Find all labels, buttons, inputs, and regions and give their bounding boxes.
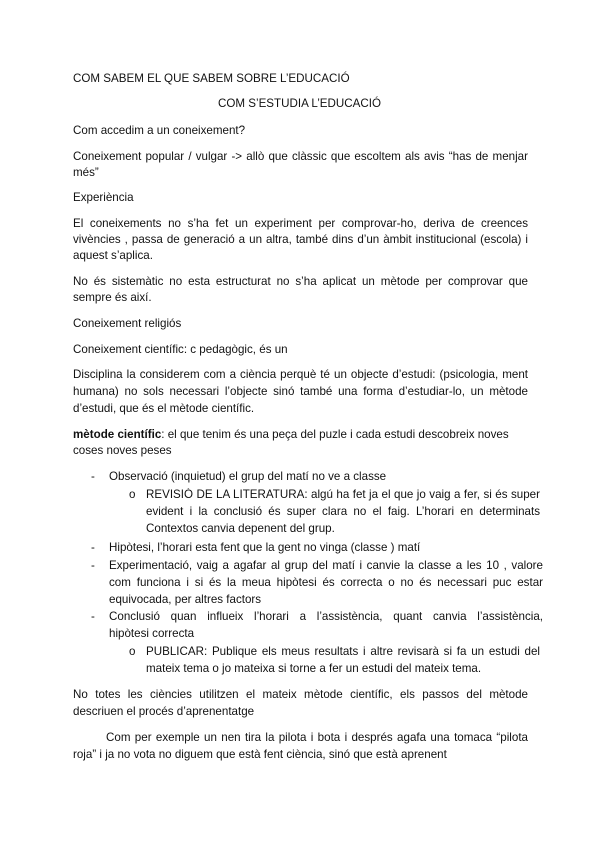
paragraph-cientific: Coneixement científic: c pedagògic, és un	[73, 343, 288, 356]
paragraph-experiencia-line2: vivències , passa de generació a un altra, també dins d’un àmbit institucional (escola) i	[73, 233, 528, 246]
paragraph-exemple-line2: roja” i ja no vota no diguem que està fent ciència, sinó que està aprenent	[73, 748, 447, 761]
document-title: COM SABEM EL QUE SABEM SOBRE L’EDUCACIÓ	[73, 72, 350, 85]
list-item-1-sub-line2: evident i la conclusió és super clara no el faig. L’horari en determinats	[146, 505, 540, 518]
document-subtitle: COM S’ESTUDIA L’EDUCACIÓ	[218, 97, 381, 110]
list-item-3-line3: equivocada, per altres factors	[109, 593, 262, 606]
list-item-1-sub-line3: Contextos canvia depenent del grup.	[146, 522, 335, 535]
paragraph-totes-line2: descriuen el procés d’aprenentatge	[73, 705, 255, 718]
list-item-2: Hipòtesi, l’horari esta fent que la gent no vinga (classe ) matí	[109, 541, 421, 554]
paragraph-experiencia-line3: aquest s’aplica.	[73, 249, 153, 262]
list-item-4-line2: hipòtesi correcta	[109, 627, 195, 640]
paragraph-sistematic-line1: No és sistemàtic no esta estructurat no s’ha aplicat un mètode per comprovar que	[73, 275, 528, 288]
list-item-4-sub-line1: PUBLICAR: Publique els meus resultats i altre revisarà si fa un estudi del	[146, 645, 540, 658]
paragraph-disciplina-line2: humana) no sols necessari l’objecte sinó també una forma d’estudiar-lo, un mètode	[73, 385, 528, 398]
list-dash-3: -	[91, 559, 95, 572]
list-item-1: Observació (inquietud) el grup del matí no ve a classe	[109, 470, 387, 483]
list-item-4-line1: Conclusió quan influeix l’horari a l’assistència, quant canvia l’assistència,	[109, 610, 543, 623]
list-item-1-sub-line1: REVISIÓ DE LA LITERATURA: algú ha fet ja el que jo vaig a fer, si és super	[146, 488, 540, 501]
paragraph-experiencia-line1: El coneixements no s’ha fet un experiment per comprovar-ho, deriva de creences	[73, 217, 528, 230]
paragraph-sistematic-line2: sempre és així.	[73, 291, 152, 304]
list-item-3-line2: com funciona i si és la meua hipòtesi és correcta o no és necessari puc estar	[109, 576, 543, 589]
paragraph-exemple-line1: Com per exemple un nen tira la pilota i bota i després agafa una tomaca “pilota	[106, 731, 528, 744]
list-dash-4: -	[91, 610, 95, 623]
list-item-3-line1: Experimentació, vaig a agafar al grup del matí i canvie la classe a les 10 , valore	[109, 559, 543, 572]
paragraph-experiencia: Experiència	[73, 191, 134, 204]
metode-cientific-rest: : el que tenim és una peça del puzle i cada estudi descobreix noves	[161, 428, 509, 441]
list-item-4-sub-line2: mateix tema o jo mateixa si torne a fer un estudi del mateix tema.	[146, 662, 482, 675]
metode-cientific-bold: mètode científic	[73, 428, 162, 441]
paragraph-popular-line2: més”	[73, 166, 99, 179]
paragraph-popular-line1: Coneixement popular / vulgar -> allò que clàssic que escoltem als avis “has de menjar	[73, 150, 528, 163]
paragraph-metode-line2: coses noves peses	[73, 444, 172, 457]
paragraph-totes-line1: No totes les ciències utilitzen el mateix mètode científic, els passos del mètode	[73, 688, 528, 701]
list-dash-2: -	[91, 541, 95, 554]
paragraph-disciplina-line1: Disciplina la considerem com a ciència perquè té un objecte d’estudi: (psicologia, ment	[73, 368, 528, 381]
list-circle-1: o	[129, 488, 136, 501]
list-circle-2: o	[129, 645, 136, 658]
list-dash-1: -	[91, 470, 95, 483]
paragraph-metode-line1	[73, 428, 528, 442]
paragraph-religios: Coneixement religiós	[73, 317, 182, 330]
paragraph-question: Com accedim a un coneixement?	[73, 124, 246, 137]
paragraph-disciplina-line3: d’estudi, que és el mètode científic.	[73, 402, 255, 415]
